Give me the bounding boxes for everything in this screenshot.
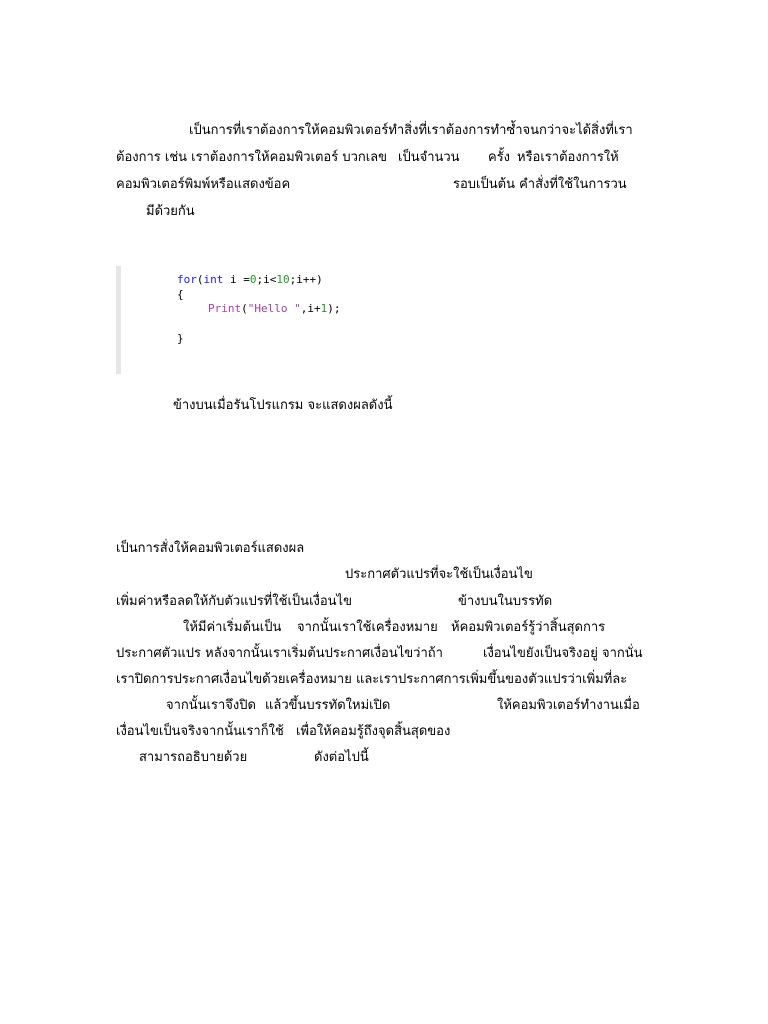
code-keyword-for: for: [177, 273, 197, 286]
paragraph2-line3-part2: ข้างบนในบรรทัด: [458, 594, 553, 609]
paragraph2-line6: เราปิดการประกาศเงื่อนไขด้วยเครื่องหมาย และเราประกาศการเพิ่มขึ้นของตัวแปรว่าเพิ่มที่ละ: [116, 672, 628, 687]
paragraph1-line2-part4: หรือเราต้องการให้: [517, 150, 619, 165]
code-block: [116, 266, 421, 374]
paragraph2-line9-part2: ดังต่อไปนี้: [314, 750, 369, 765]
code-paren: (: [241, 302, 248, 315]
code-text: );: [327, 302, 341, 315]
paragraph2-line7-part1: จากนั้นเราจึงปิด: [166, 698, 256, 713]
code-paren: (: [196, 273, 204, 286]
paragraph2-line3-part1: เพิ่มค่าหรือลดให้กับตัวแปรที่ใช้เป็นเงื่อนไข: [116, 594, 352, 609]
paragraph2-line4-part2: จากนั้นเราใช้เครื่องหมาย: [297, 620, 438, 635]
paragraph2-line7-part2: แล้วขึ้นบรรทัดใหม่เปิด: [265, 698, 391, 713]
paragraph2-line8-part1: เงื่อนไขเป็นจริงจากนั้นเราก็ใช้: [116, 724, 284, 739]
code-text: ;i++): [289, 273, 323, 286]
paragraph1-line3-part1: คอมพิวเตอร์พิมพ์หรือแสดงข้อค: [116, 177, 291, 192]
code-function-print: Print: [208, 302, 242, 315]
code-line-1: [177, 273, 323, 287]
paragraph2-line7-part3: ให้คอมพิวเตอร์ทำงานเมื่อ: [497, 698, 640, 713]
paragraph1-line2-part2: เป็นจำนวน: [398, 150, 460, 165]
code-string: "Hello ": [247, 302, 301, 315]
code-text: i =: [223, 273, 250, 286]
paragraph2-line4-part3: ห้คอมพิวเตอร์รู้ว่าสิ้นสุดการ: [451, 620, 606, 635]
paragraph1-line1: เป็นการที่เราต้องการให้คอมพิวเตอร์ทำสิ่งที่เราต้องการทำซ้ำจนกว่าจะได้สิ่งที่เรา: [189, 123, 633, 138]
paragraph1-line4: มีด้วยกัน: [146, 204, 195, 219]
code-line-2: {: [177, 288, 184, 301]
code-number: 10: [276, 273, 290, 286]
paragraph1-line3-part2: รอบเป็นต้น คำสั่งที่ใช้ในการวน: [453, 177, 627, 192]
paragraph2-line1: เป็นการสั่งให้คอมพิวเตอร์แสดงผล: [116, 541, 305, 556]
caption: ข้างบนเมื่อรันโปรแกรม จะแสดงผลดังนี้: [173, 398, 393, 413]
code-line-3: [208, 302, 340, 316]
code-text: ;i<: [256, 273, 277, 286]
paragraph1-line2-part1: ต้องการ เช่น เราต้องการให้คอมพิวเตอร์ บวกเลข: [116, 150, 388, 165]
code-number: 1: [320, 302, 328, 315]
code-line-4: }: [177, 332, 184, 345]
paragraph2-line5-part1: ประกาศตัวแปร หลังจากนั้นเราเริ่มต้นประกาศเงื่อนไขว่าถ้า: [116, 646, 443, 661]
code-text: ,i+: [300, 302, 321, 315]
code-number: 0: [249, 273, 257, 286]
paragraph2-line8-part2: เพื่อให้คอมรู้ถึงจุดสิ้นสุดของ: [296, 724, 451, 739]
paragraph1-line2-part3: ครั้ง: [488, 150, 511, 165]
paragraph2-line4-part1: ให้มีค่าเริ่มต้นเป็น: [183, 620, 282, 635]
paragraph2-line5-part2: เงื่อนไขยังเป็นจริงอยู่ จากนั่น: [483, 646, 643, 661]
code-keyword-int: int: [203, 273, 224, 286]
paragraph2-line2: ประกาศตัวแปรที่จะใช้เป็นเงื่อนไข: [345, 567, 533, 582]
paragraph2-line9-part1: สามารถอธิบายด้วย: [139, 750, 248, 765]
